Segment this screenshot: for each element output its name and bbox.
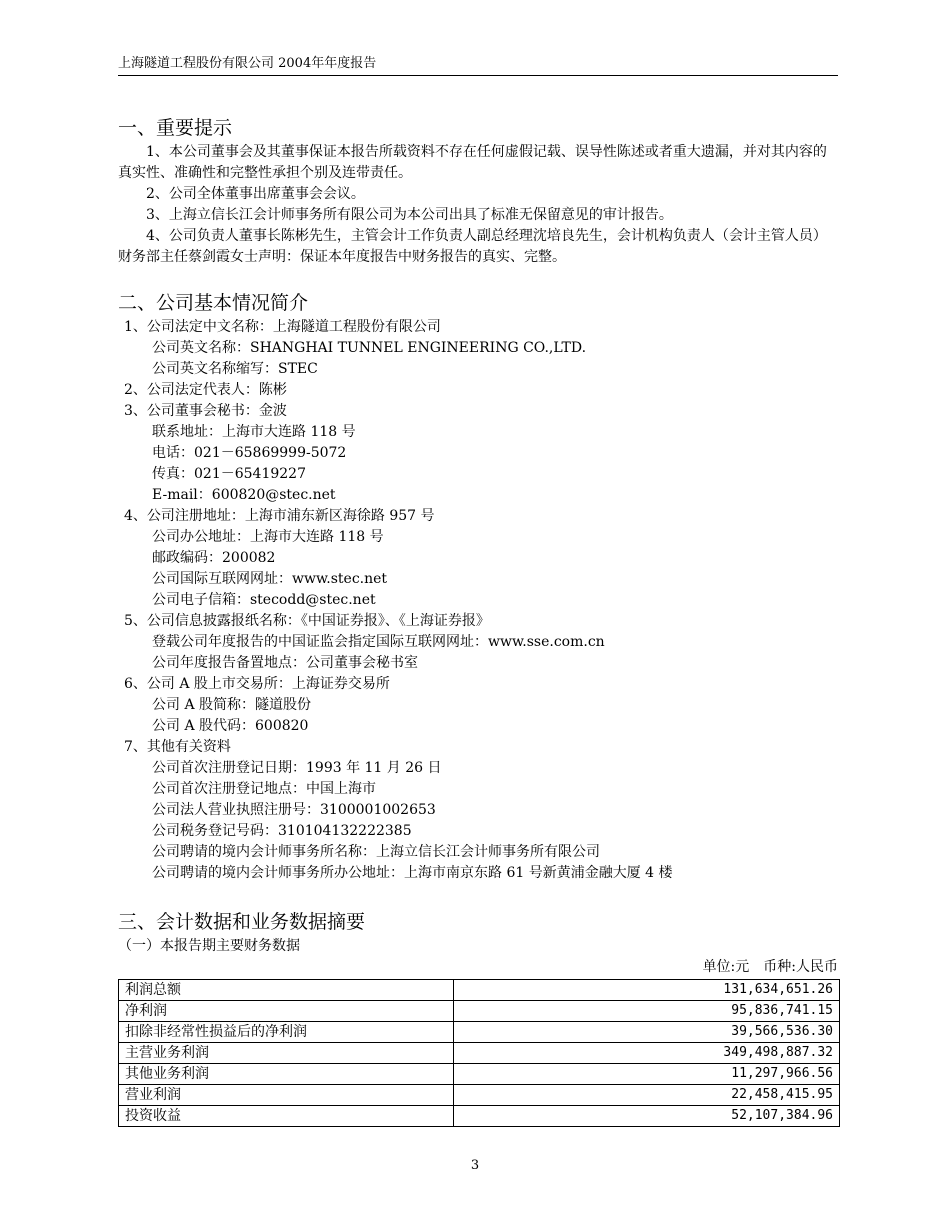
info-line: 联系地址：上海市大连路 118 号 [152,424,356,440]
info-line: 公司 A 股代码：600820 [152,718,309,734]
info-line: 公司国际互联网网址：www.stec.net [152,571,388,587]
notice-paragraph-1 [118,142,840,184]
info-line: 公司英文名称：SHANGHAI TUNNEL ENGINEERING CO.,LTD. [152,340,587,356]
section-2-heading: 二、公司基本情况简介 [118,292,309,314]
table-row [119,1043,840,1064]
info-line: 2、公司法定代表人：陈彬 [124,382,287,398]
notice-paragraph-3: 3、上海立信长江会计师事务所有限公司为本公司出具了标准无保留意见的审计报告。 [146,207,673,223]
table-row [119,980,840,1001]
info-line: 4、公司注册地址：上海市浦东新区海徐路 957 号 [124,508,435,524]
row-label: 投资收益 [119,1106,454,1127]
page-number: 3 [470,1158,480,1173]
info-line: 公司办公地址：上海市大连路 118 号 [152,529,384,545]
row-value: 11,297,966.56 [454,1064,840,1085]
row-label: 扣除非经常性损益后的净利润 [119,1022,454,1043]
info-line: 登载公司年度报告的中国证监会指定国际互联网网址：www.sse.com.cn [152,634,605,650]
notice-text-1: 1、本公司董事会及其董事保证本报告所载资料不存在任何虚假记载、误导性陈述或者重大遗漏，并对其内容的真实性、准确性和完整性承担个别及连带责任。 [118,144,827,181]
table-row [119,1085,840,1106]
table-row [119,1064,840,1085]
info-line: 5、公司信息披露报纸名称：《中国证券报》、《上海证券报》 [124,613,490,629]
info-line: 公司电子信箱：stecodd@stec.net [152,592,376,608]
table-row [119,1022,840,1043]
info-line: 公司 A 股简称：隧道股份 [152,697,312,713]
row-value: 52,107,384.96 [454,1106,840,1127]
row-label: 其他业务利润 [119,1064,454,1085]
financial-data-table [118,979,840,1127]
table-row [119,1106,840,1127]
info-line: 3、公司董事会秘书：金波 [124,403,287,419]
table-row [119,1001,840,1022]
row-value: 95,836,741.15 [454,1001,840,1022]
unit-label: 单位:元 币种:人民币 [702,959,838,975]
info-line: 公司首次注册登记日期：1993 年 11 月 26 日 [152,760,442,776]
notice-paragraph-2: 2、公司全体董事出席董事会会议。 [146,186,365,202]
financial-subheading: （一）本报告期主要财务数据 [118,938,300,954]
row-label: 主营业务利润 [119,1043,454,1064]
section-3-heading: 三、会计数据和业务数据摘要 [118,911,366,933]
info-line: 公司税务登记号码：310104132222385 [152,823,412,839]
info-line: 1、公司法定中文名称：上海隧道工程股份有限公司 [124,319,441,335]
row-value: 131,634,651.26 [454,980,840,1001]
info-line: 电话：021－65869999-5072 [152,445,347,461]
page-header: 上海隧道工程股份有限公司 2004年年度报告 [118,56,838,76]
info-line: 6、公司 A 股上市交易所：上海证券交易所 [124,676,390,692]
notice-text-4: 4、公司负责人董事长陈彬先生，主管会计工作负责人副总经理沈培良先生，会计机构负责人（会计主管人员）财务部主任蔡剑霞女士声明：保证本年度报告中财务报告的真实、完整。 [118,228,827,265]
section-1-heading: 一、重要提示 [118,117,233,139]
row-value: 349,498,887.32 [454,1043,840,1064]
info-line: E-mail：600820@stec.net [152,487,336,503]
info-line: 公司法人营业执照注册号：3100001002653 [152,802,436,818]
info-line: 公司首次注册登记地点：中国上海市 [152,781,376,797]
info-line: 邮政编码：200082 [152,550,276,566]
row-value: 39,566,536.30 [454,1022,840,1043]
row-label: 净利润 [119,1001,454,1022]
notice-paragraph-4 [118,226,840,268]
info-line: 公司英文名称缩写：STEC [152,361,318,377]
row-value: 22,458,415.95 [454,1085,840,1106]
info-line: 公司聘请的境内会计师事务所名称：上海立信长江会计师事务所有限公司 [152,844,600,860]
info-line: 传真：021－65419227 [152,466,306,482]
row-label: 营业利润 [119,1085,454,1106]
info-line: 公司聘请的境内会计师事务所办公地址：上海市南京东路 61 号新黄浦金融大厦 4 楼 [152,865,673,881]
row-label: 利润总额 [119,980,454,1001]
info-line: 公司年度报告备置地点：公司董事会秘书室 [152,655,418,671]
info-line: 7、其他有关资料 [124,739,231,755]
